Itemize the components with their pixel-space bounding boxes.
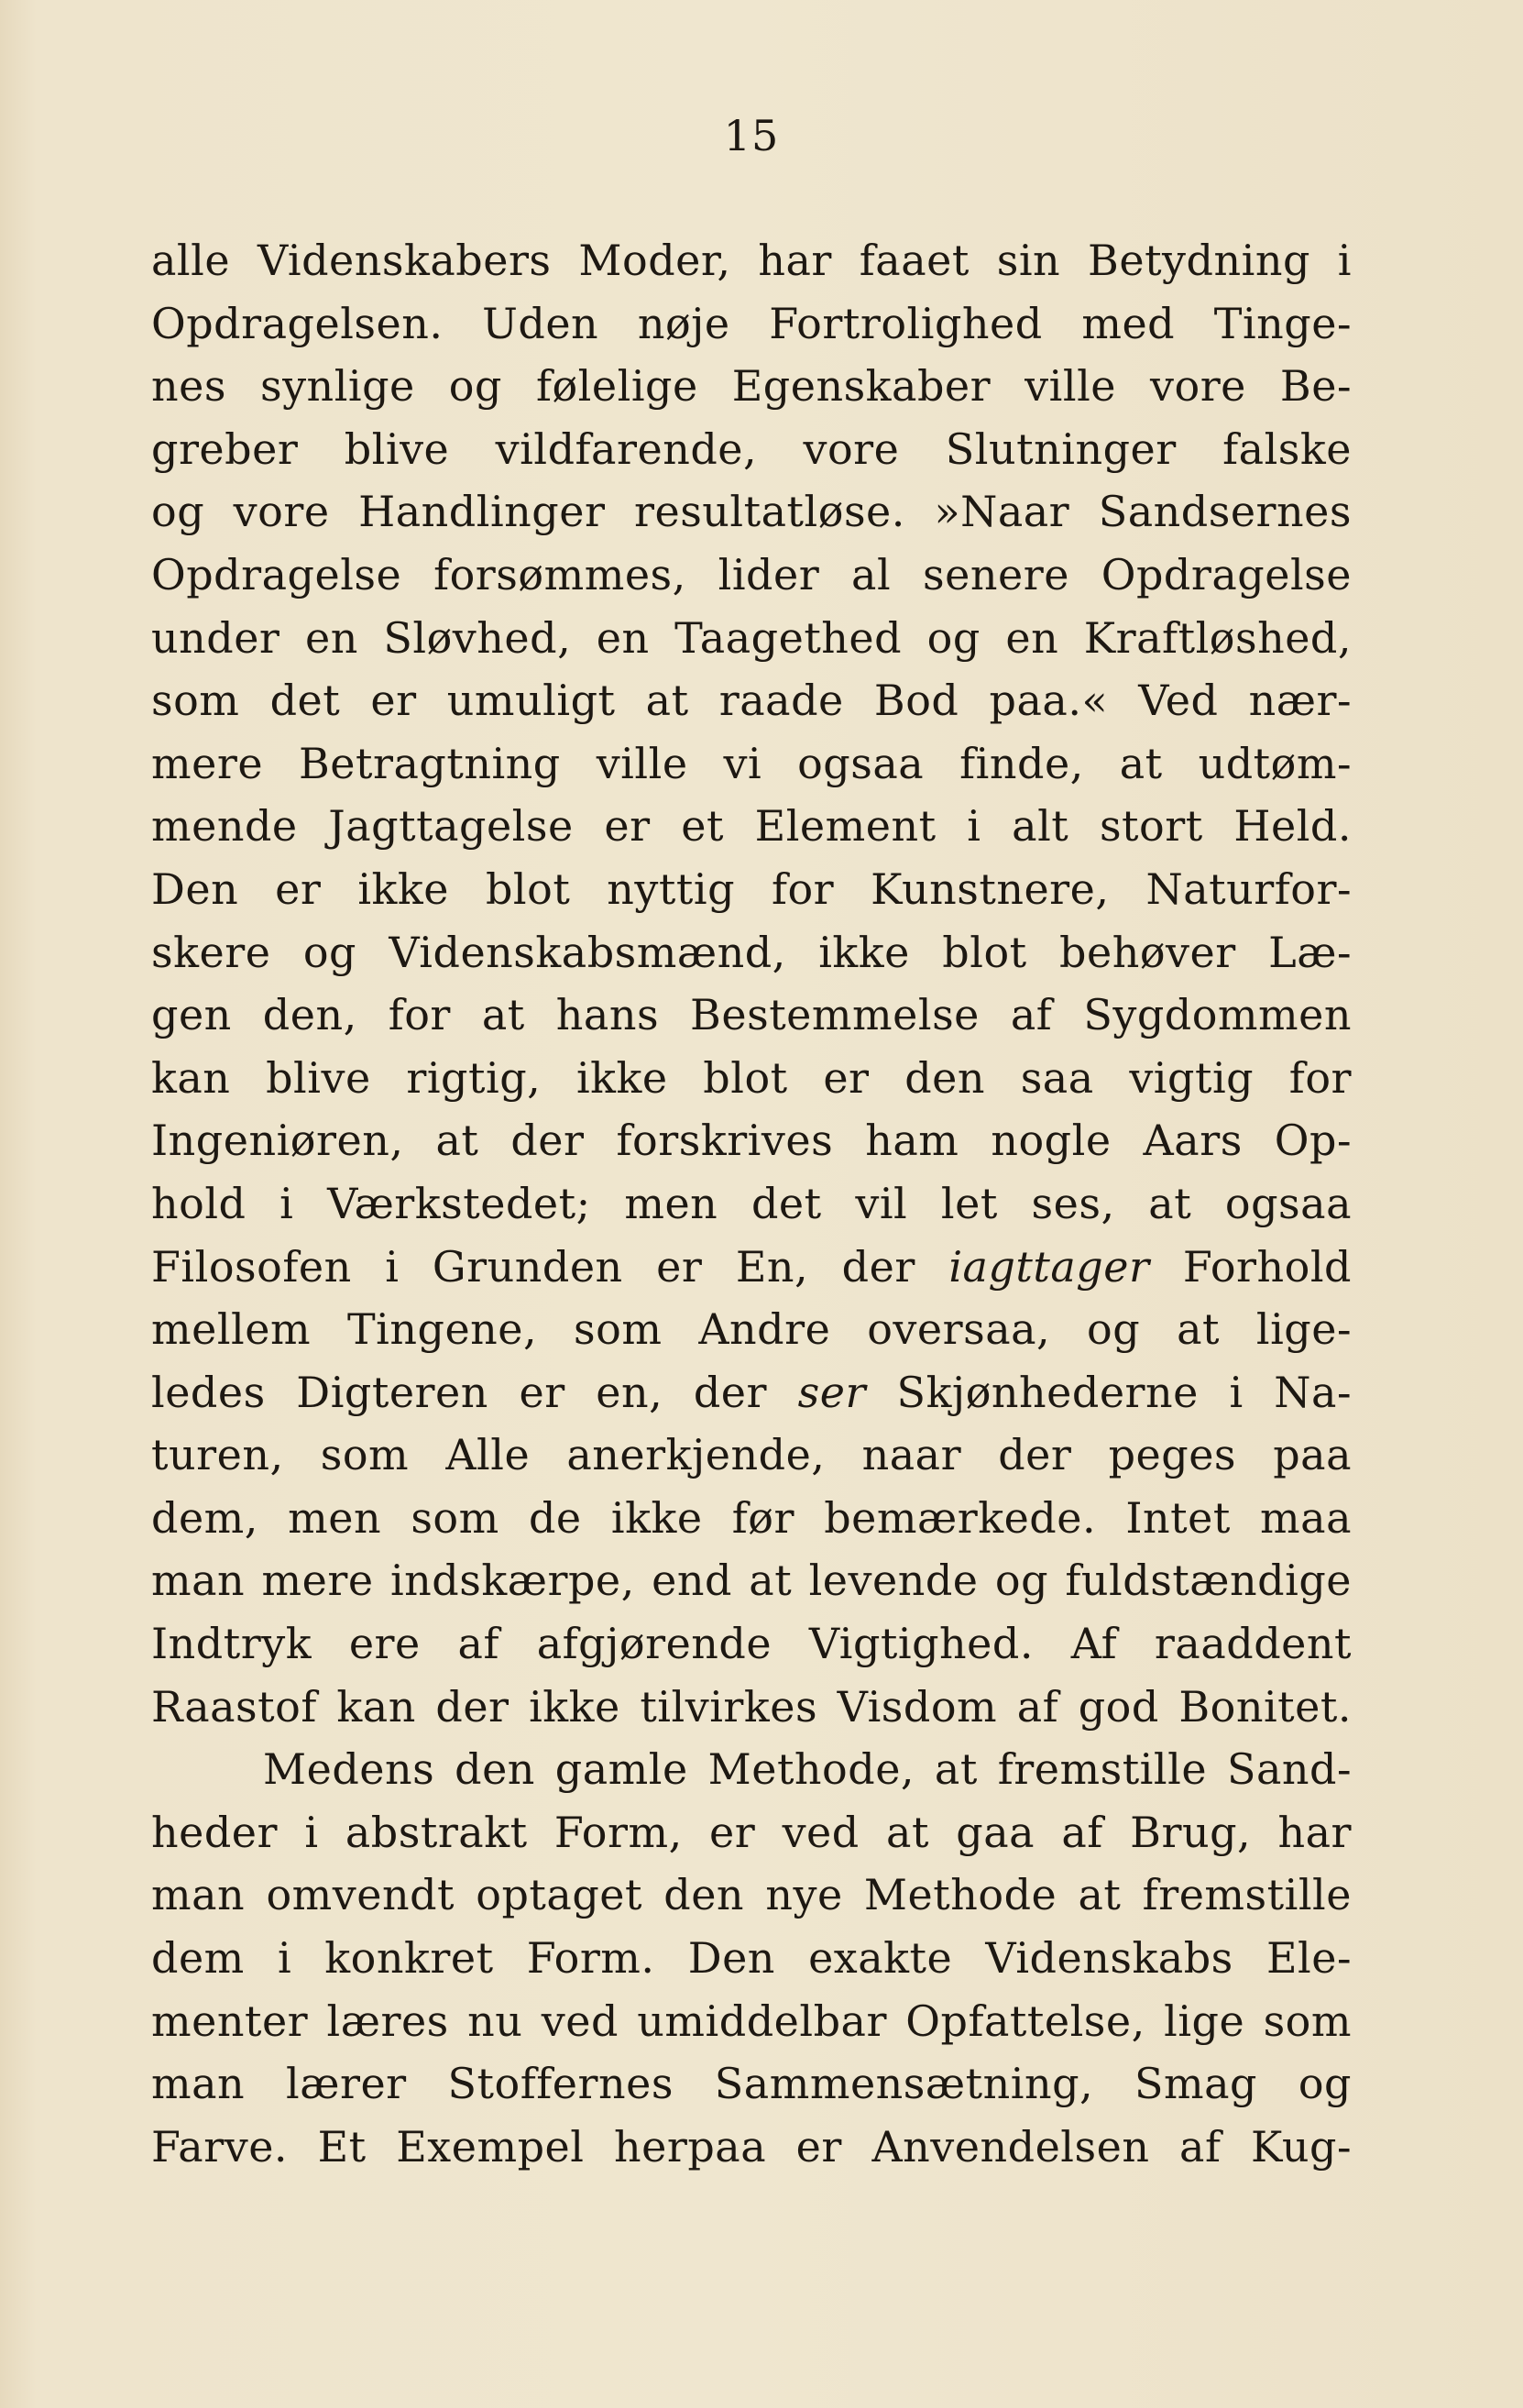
text-line: alle Videnskabers Moder, har faaet sin Betydning i	[151, 236, 1352, 285]
italic-word: ser	[797, 1367, 866, 1417]
italic-word: iagttager	[948, 1241, 1150, 1292]
text-line: heder i abstrakt Form, er ved at gaa af Brug, har	[151, 1807, 1352, 1857]
text-line: som det er umuligt at raade Bod paa.« Ved nær-	[151, 676, 1352, 726]
text-line: gen den, for at hans Bestemmelse af Sygdommen	[151, 990, 1352, 1040]
text-line: under en Sløvhed, en Taagethed og en Kraftløshed,	[151, 612, 1352, 663]
text-line: Farve. Et Exempel herpaa er Anvendelsen af Kug-	[151, 2121, 1352, 2172]
text-line: Ingeniøren, at der forskrives ham nogle Aars Op-	[151, 1116, 1352, 1166]
body-text	[151, 229, 1352, 2178]
text-line: hold i Værkstedet; men det vil let ses, at ogsaa	[151, 1178, 1352, 1228]
text-segment: Filosofen i Grunden er En, der	[151, 1241, 949, 1292]
text-segment: ledes Digteren er en, der	[151, 1367, 798, 1417]
text-line: Medens den gamle Methode, at fremstille Sand-	[263, 1744, 1352, 1795]
text-line-with-italic	[151, 1361, 1352, 1424]
text-line: nes synlige og følelige Egenskaber ville vore Be-	[151, 361, 1352, 412]
text-line: Indtryk ere af afgjørende Vigtighed. Af raaddent	[151, 1619, 1352, 1669]
text-line: skere og Videnskabsmænd, ikke blot behøver Læ-	[151, 927, 1352, 977]
page-number: 15	[723, 111, 780, 160]
text-segment: Skjønhederne i Na-	[865, 1367, 1352, 1417]
text-line: turen, som Alle anerkjende, naar der peges paa	[151, 1430, 1352, 1480]
text-line: mellem Tingene, som Andre oversaa, og at lige-	[151, 1304, 1352, 1355]
text-line-with-italic	[151, 1236, 1352, 1299]
text-line: greber blive vildfarende, vore Slutninger falske	[151, 423, 1352, 474]
text-line: man omvendt optaget den nye Methode at fremstille	[151, 1870, 1352, 1920]
text-line: mende Jagttagelse er et Element i alt stort Held.	[151, 801, 1352, 852]
text-line: dem i konkret Form. Den exakte Videnskabs Ele-	[151, 1933, 1352, 1984]
text-line: Raastof kan der ikke tilvirkes Visdom af god Bonitet.	[151, 1681, 1352, 1732]
text-segment: Forhold	[1149, 1241, 1353, 1292]
text-line: kan blive rigtig, ikke blot er den saa vigtig for	[151, 1052, 1352, 1103]
text-line: Den er ikke blot nyttig for Kunstnere, Naturfor-	[151, 863, 1352, 914]
text-line: man mere indskærpe, end at levende og fuldstændige	[151, 1556, 1352, 1606]
text-line: mere Betragtning ville vi ogsaa finde, at udtøm-	[151, 738, 1352, 788]
text-line: Opdragelse forsømmes, lider al senere Opdragelse	[151, 549, 1352, 599]
text-line: man lærer Stoffernes Sammensætning, Smag og	[151, 2059, 1352, 2109]
text-line: menter læres nu ved umiddelbar Opfattelse, lige som	[151, 1996, 1352, 2046]
text-line: Opdragelsen. Uden nøje Fortrolighed med Tinge-	[151, 298, 1352, 348]
text-line: og vore Handlinger resultatløse. »Naar Sandsernes	[151, 487, 1352, 537]
text-line: dem, men som de ikke før bemærkede. Intet maa	[151, 1492, 1352, 1543]
